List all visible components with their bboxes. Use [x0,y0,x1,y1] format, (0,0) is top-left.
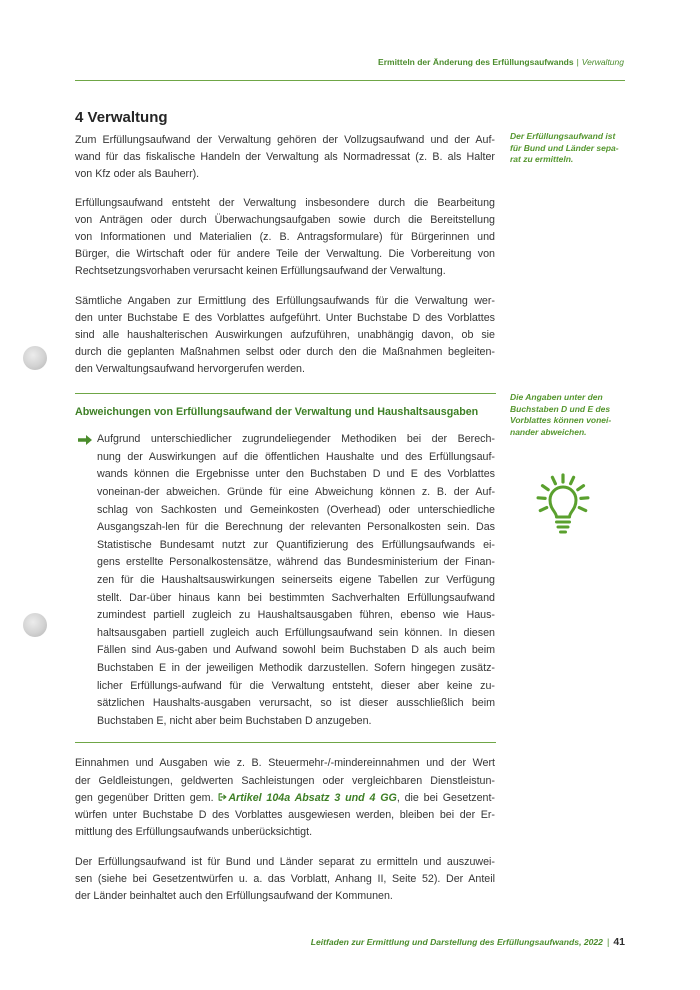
text-line: nung der Auswirkungen auf die öffentlichen Haushalte und des Erfüllungsauf- [97,450,495,463]
text-line: von Kfz oder als Bauherr). [75,167,200,180]
text-line: stellt. Dar-über hinaus kann bei bestimmten Sachverhalten Erfüllungsaufwand [97,591,495,604]
margin-note-line: Vorblattes können vonei- [510,415,612,426]
section-heading [75,108,168,128]
text-line: den Verwaltungsaufwand hervorgerufen werden. [75,362,305,375]
text-line: der Geldleistungen, geldwerten Sachleistungen oder vergleichbaren Dienstleistun- [75,774,495,787]
body-paragraph [75,854,495,905]
text-line: von Informationen und Materialien (z. B. Antragsformulare) für Bürgerinnen und [75,230,495,243]
running-header [378,56,624,68]
section-title: Verwaltung [87,109,168,126]
margin-note-line: Buchstaben D und E des [510,403,611,414]
footer-separator: | [606,937,610,947]
text-line: den unter Buchstabe E des Vorblattes aufgeführt. Unter Buchstabe D des Vorblattes [75,311,495,324]
text-line: sätzlichen Haushalts-ausgaben verursacht, so ist dieser ausschließlich beim [97,697,495,710]
page-number: 41 [613,936,625,948]
reference-arrow-icon[interactable] [218,793,227,801]
text-line [75,790,495,807]
text-line: Zum Erfüllungsaufwand der Verwaltung gehören der Vollzugsaufwand und der Auf- [75,133,495,146]
text-line: gens erstellte Personalkostensätze, während das Bundesministerium der Finan- [97,556,495,569]
body-paragraph [75,132,495,183]
header-divider [75,80,625,81]
margin-note-line: nander abweichen. [510,426,587,437]
text-line: Statistische Bundesamt nutzt zur Quantifizierung des Erfüllungsaufwands ei- [97,538,495,551]
text-line: zumindest partiell zugleich zu Haushaltsausgaben führen, ebenso wie Haus- [97,609,495,622]
punch-hole [23,613,47,637]
margin-note [510,392,626,438]
box-top-divider [75,393,496,394]
lightbulb-icon [533,470,593,540]
text-line: Buchstaben E in der jeweiligen Methodik darzustellen. Sofern hingegen zusätz- [97,661,495,674]
text-line: haltsausgaben partiell zugleich auch Erfüllungsaufwand sein können. In diesen [97,626,495,639]
margin-note [510,131,626,166]
box-heading: Abweichungen von Erfüllungsaufwand der Verwaltung und Haushaltsausgaben [75,406,479,418]
text-line: der Länder beinhaltet auch den Erfüllungsaufwand der Kommunen. [75,889,393,902]
text-line: Rechtsetzungsvorhaben verursacht keinen Erfüllungsaufwand der Verwaltung. [75,264,446,277]
text-line: wand für das fiskalische Handeln der Verwaltung als Normadressat (z. B. als Halter [75,150,495,163]
text-line: Der Erfüllungsaufwand ist für Bund und Länder separat zu ermitteln und auszuwei- [75,855,495,868]
running-header-separator: | [576,57,579,67]
text-line: sen (siehe bei Gesetzentwürfen u. a. das Vorblatt, Anhang II, Seite 52). Der Anteil [75,872,495,885]
text-line: voneinan-der abweichen. Gründe für eine Abweichung können z. B. der Auf- [97,485,495,498]
margin-note-line: Die Angaben unter den [510,392,603,402]
text-line: durch die geplanten Maßnahmen selbst oder durch den die Maßnahmen begleiten- [75,345,495,358]
running-header-section: Verwaltung [581,57,624,67]
article-reference-link[interactable] [218,792,397,804]
text-line: Sämtliche Angaben zur Ermittlung des Erfüllungsaufwands für die Verwaltung wer- [75,294,495,307]
page-footer [311,934,625,949]
text-segment: , die bei Gesetzent- [396,791,495,804]
body-paragraph [75,293,495,378]
box-bullet-paragraph [97,431,495,730]
body-paragraph [75,195,495,280]
text-line: Bürger, die Wirtschaft oder für andere Teile der Verwaltung. Die Vorbereitung von [75,247,495,260]
margin-note-line: Der Erfüllungsaufwand ist [510,131,616,142]
text-line: schlag von Sachkosten und Gemeinkosten (Overhead) oder unterschiedliche [97,503,495,516]
box-bottom-divider [75,742,496,743]
footer-title: Leitfaden zur Ermittlung und Darstellung des Erfüllungsaufwands, 2022 [310,937,603,947]
text-line: wands können die Ergebnisse unter den Buchstaben D und E des Vorblattes [97,468,495,481]
arrow-right-icon [78,435,92,445]
text-line: zen für die Haushaltsauswirkungen seinerseits eigene Tabellen zur Verfügung [97,573,495,586]
running-header-title: Ermitteln der Änderung des Erfüllungsaufwands [378,57,574,67]
text-line: würfen unter Buchstabe D des Vorblattes ausgewiesen werden, bleiben bei der Er- [75,809,495,822]
punch-hole [23,346,47,370]
text-line: Ausgangszah-len für die Berechnung der relevanten Personalkosten sein. Das [97,521,495,534]
text-line: Erfüllungsaufwand entsteht der Verwaltung insbesondere durch die Bearbeitung [75,196,495,209]
text-line: sind alle haushalterischen Auswirkungen aufzuführen, unabhängig davon, ob sie [75,328,495,341]
text-segment: gen gegenüber Dritten gem. [75,791,219,804]
margin-note-line: für Bund und Länder sepa- [510,142,619,153]
text-line: Einnahmen und Ausgaben wie z. B. Steuermehr-/-mindereinnahmen und der Wert [75,757,495,770]
text-line: mittlung des Erfüllungsaufwands unberücksichtigt. [75,826,313,839]
text-line: licher Erfüllungs-aufwand für die Verwaltung entsteht, dieser aber keine zu- [97,679,495,692]
text-line: Aufgrund unterschiedlicher zugrundeliegender Methodiken bei der Berech- [97,433,495,446]
text-line: Buchstaben E, nicht aber beim Buchstaben D anzugeben. [97,714,372,727]
section-number: 4 [75,109,84,126]
article-reference-label[interactable]: Artikel 104a Absatz 3 und 4 GG [228,791,397,804]
text-line: Fällen sind Aus-gaben und Aufwand sowohl beim Buchstaben D als auch beim [97,644,495,657]
body-paragraph [75,755,495,841]
text-line: von Anträgen oder durch Überwachungsaufgaben sowie durch die Bereitstellung [75,213,495,226]
margin-note-line: rat zu ermitteln. [510,154,574,165]
